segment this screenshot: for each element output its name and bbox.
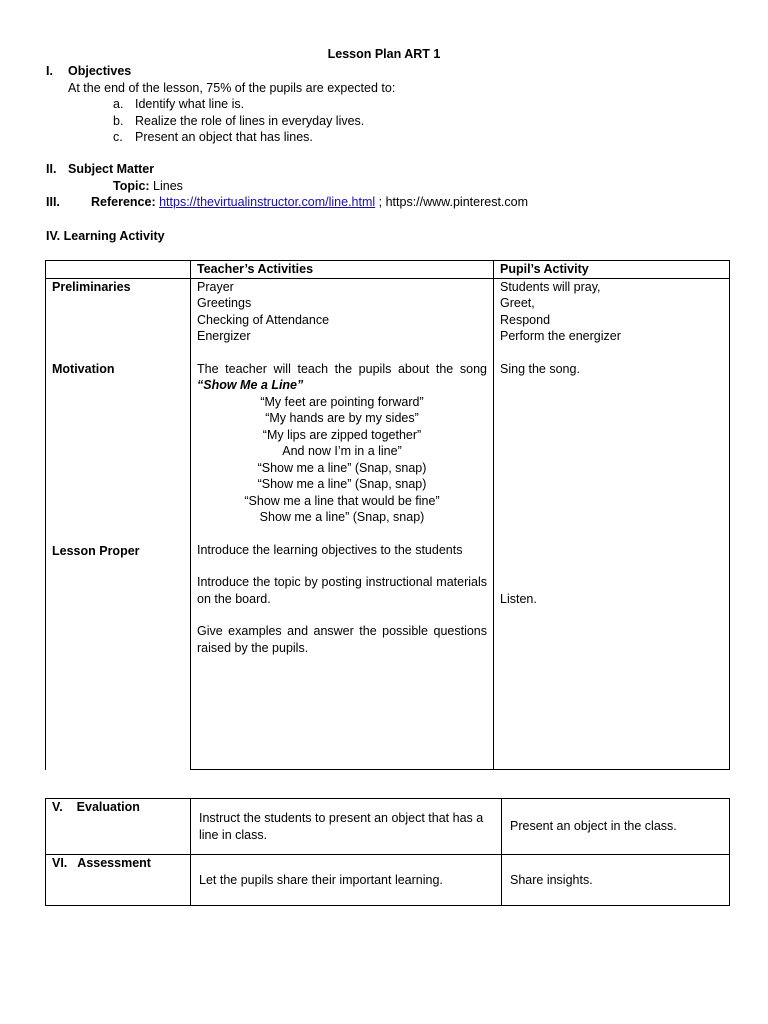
objective-letter-c: c. xyxy=(113,130,123,144)
song-title: “Show Me a Line” xyxy=(197,378,304,392)
page-title: Lesson Plan ART 1 xyxy=(327,47,441,61)
objective-item-c: Present an object that has lines. xyxy=(135,130,313,144)
song-line: “My feet are pointing forward” xyxy=(260,394,424,409)
evaluation-number: V. xyxy=(52,800,63,814)
objective-letter-a: a. xyxy=(113,97,124,111)
evaluation-label: Evaluation xyxy=(76,800,140,814)
reference-number: III. xyxy=(46,195,60,209)
topic-label: Topic: xyxy=(113,179,150,193)
song-line: “My lips are zipped together” xyxy=(262,427,422,442)
reference-rest: ; https://www.pinterest.com xyxy=(375,195,529,209)
header-teacher: Teacher’s Activities xyxy=(191,261,494,279)
pupil-motivation: Sing the song. xyxy=(500,361,580,376)
objective-item-b: Realize the role of lines in everyday lives. xyxy=(135,114,365,128)
objectives-heading: Objectives xyxy=(68,64,132,78)
table-row xyxy=(46,278,730,770)
song-lyrics xyxy=(197,394,487,526)
objective-letter-b: b. xyxy=(113,114,124,128)
table-header-row xyxy=(46,261,730,279)
reference-label: Reference: xyxy=(91,195,156,209)
assessment-number: VI. xyxy=(52,856,68,870)
objectives-intro: At the end of the lesson, 75% of the pupils are expected to: xyxy=(68,81,396,95)
evaluation-pupil: Present an object in the class. xyxy=(502,799,730,855)
learning-activity-table xyxy=(45,260,730,770)
table-row xyxy=(46,799,730,855)
song-line: And now I’m in a line” xyxy=(282,444,402,458)
assessment-teacher: Let the pupils share their important learning. xyxy=(191,855,502,906)
assessment-label: Assessment xyxy=(77,856,151,870)
teacher-prelim-item: Checking of Attendance xyxy=(197,312,330,327)
evaluation-label-cell xyxy=(46,799,191,855)
motivation-intro: The teacher will teach the pupils about the song xyxy=(197,361,487,376)
table-row xyxy=(46,855,730,906)
lesson-proper-item: Introduce the learning objectives to the students xyxy=(197,542,463,557)
subject-number: II. xyxy=(46,162,57,176)
teacher-prelim-item: Prayer xyxy=(197,279,234,294)
assessment-label-cell xyxy=(46,855,191,906)
assessment-pupil: Share insights. xyxy=(502,855,730,906)
reference-link[interactable]: https://thevirtualinstructor.com/line.html xyxy=(159,195,376,209)
pupil-prelim-item: Respond xyxy=(500,312,551,327)
pupil-prelim-item: Students will pray, xyxy=(500,279,601,294)
motivation-teacher-text xyxy=(197,361,487,394)
pupil-lesson-proper: Listen. xyxy=(500,592,537,606)
reference-line xyxy=(91,194,528,210)
evaluation-teacher: Instruct the students to present an object that has a line in class. xyxy=(191,799,502,855)
lesson-proper-item: Introduce the topic by posting instructional materials on the board. xyxy=(197,575,487,606)
pupil-prelim-item: Perform the energizer xyxy=(500,329,621,343)
row-label-motivation: Motivation xyxy=(52,362,115,376)
objectives-number: I. xyxy=(46,64,53,78)
lesson-proper-item: Give examples and answer the possible questions raised by the pupils. xyxy=(197,624,487,655)
teacher-prelim-item: Energizer xyxy=(197,329,251,343)
topic-value: Lines xyxy=(149,179,183,193)
song-line: “Show me a line” (Snap, snap) xyxy=(257,477,427,491)
subject-heading: Subject Matter xyxy=(68,162,155,176)
header-pupil: Pupil’s Activity xyxy=(494,261,730,279)
learning-activity-heading: IV. Learning Activity xyxy=(46,229,165,243)
evaluation-assessment-table xyxy=(45,798,730,906)
row-label-lesson-proper: Lesson Proper xyxy=(52,543,140,558)
objective-item-a: Identify what line is. xyxy=(135,97,245,111)
song-line: Show me a line” (Snap, snap) xyxy=(259,510,425,524)
song-line: “Show me a line that would be fine” xyxy=(244,493,440,508)
song-line: “Show me a line” (Snap, snap) xyxy=(257,460,427,475)
pupil-prelim-item: Greet, xyxy=(500,296,535,310)
song-line: “My hands are by my sides” xyxy=(265,411,419,425)
header-empty-cell xyxy=(46,261,191,279)
row-label-preliminaries: Preliminaries xyxy=(52,279,131,294)
teacher-prelim-item: Greetings xyxy=(197,296,252,310)
topic-line xyxy=(113,178,183,194)
